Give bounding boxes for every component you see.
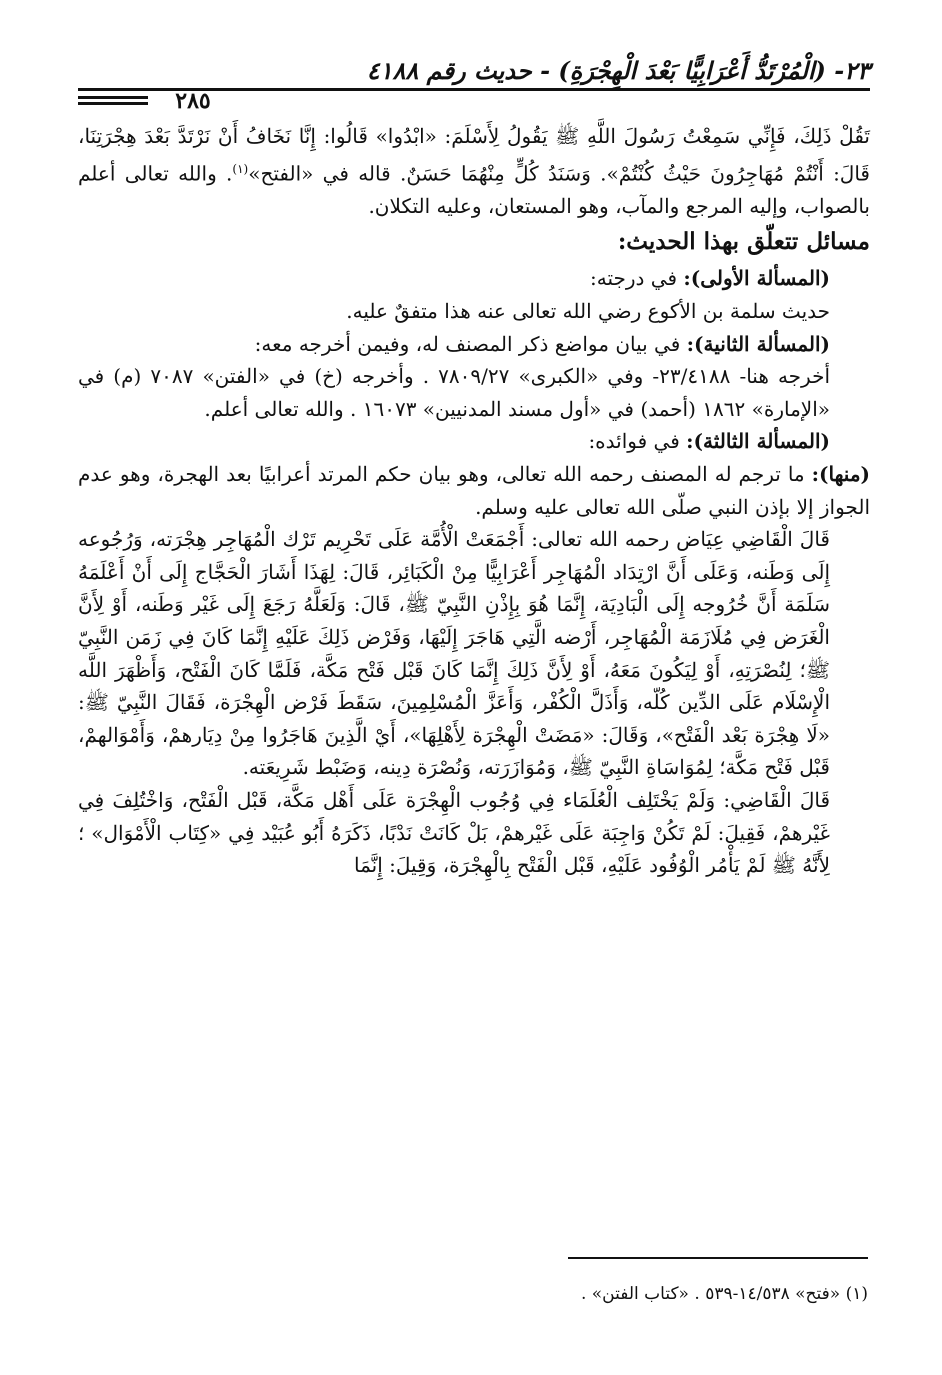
- issue-3-first-benefit: (منها): ما ترجم له المصنف رحمه الله تعالى، وهو بيان حكم المرتد أعرابيًا بعد الهجرة، وهو عدم الجواز إلا بإذن النبي صلّى الله تعالى عليه وسلم.: [78, 462, 870, 519]
- page-number-rule: [78, 96, 148, 105]
- issue-1-body: حديث سلمة بن الأكوع رضي الله تعالى عنه هذا متفقٌ عليه.: [346, 299, 830, 324]
- footnote-rule: [568, 1257, 868, 1259]
- footnote-marker: (١): [232, 161, 249, 176]
- issue-2-body: أخرجه هنا- ٢٣/٤١٨٨- وفي «الكبرى» ٧٨٠٩/٢٧ . وأخرجه (خ) في «الفتن» ٧٠٨٧ (م) في «الإمارة» ١٨٦٢ (أحمد) في «أول مسند المدنيين» ١٦٠٧٣ . والله تعالى أعلم.: [78, 364, 830, 421]
- qadi-iyad-paragraph: قَالَ الْقَاضِي عِيَاض رحمه الله تعالى: أَجْمَعَتْ الْأُمَّة عَلَى تَحْرِيم تَرْك الْمُهَاجِر هِجْرَته، وَرُجُوعه إِلَى وَطَنه، وَعَلَى أَنَّ ارْتِدَاد الْمُهَاجِر أَعْرَابِيًّا مِنْ الْكَبَائِر، قَالَ: لِهَذَا أَشَارَ الْحَجَّاج إِلَى أَنْ أَعْلَمَهُ سَلَمَة أَنَّ خُرُوجه إِلَى الْبَادِيَة، إِنَّمَا هُوَ بِإِذْنِ النَّبِيّ ﷺ، قَالَ: وَلَعَلَّهُ رَجَعَ إِلَى غَيْر وَطَنه، أَوْ لِأَنَّ الْغَرَض فِي مُلَازَمَة الْمُهَاجِر، أَرْضه الَّتِي هَاجَرَ إِلَيْهَا، وَفَرْض ذَلِكَ عَلَيْهِ إِنَّمَا كَانَ فِي زَمَن النَّبِيّ ﷺ؛ لِنُصْرَتِهِ، أَوْ لِيَكُونَ مَعَهُ، أَوْ لِأَنَّ ذَلِكَ إِنَّمَا كَانَ قَبْل فَتْح مَكَّة، فَلَمَّا كَانَ الْفَتْح، وَأَظْهَرَ اللَّه الْإِسْلَام عَلَى الدِّين كُلّه، وَأَذَلَّ الْكُفْر، وَأَعَزَّ الْمُسْلِمِينَ، سَقَطَ فَرْض الْهِجْرَة، فَقَالَ النَّبِيّ ﷺ: «لَا هِجْرَة بَعْد الْفَتْح»، وَقَالَ: «مَضَتْ الْهِجْرَة لِأَهْلِهَا»، أَيْ الَّذِينَ هَاجَرُوا مِنْ دِيَارهمْ، وَأَمْوَالهمْ، قَبْل فَتْح مَكَّة؛ لِمُوَاسَاةِ النَّبِيّ ﷺ، وَمُوَازَرَته، وَنُصْرَة دِينه، وَضَبْط شَرِيعَته.: [78, 527, 830, 780]
- chapter-title: ٢٣- (الْمُرْتَدُّ أَعْرَابِيًّا بَعْدَ الْهِجْرَةِ) - حديث رقم ٤١٨٨: [366, 56, 870, 85]
- footnote: (١) «فتح» ١٤/٥٣٨-٥٣٩ . «كتاب الفتن» .: [580, 1284, 868, 1304]
- section-title: مسائل تتعلّق بهذا الحديث:: [617, 228, 870, 256]
- main-text: [78, 120, 870, 882]
- issue-3-heading: (المسألة الثالثة): في فوائده:: [588, 429, 830, 454]
- issue-2-heading: (المسألة الثانية): في بيان مواضع ذكر المصنف له، وفيمن أخرجه معه:: [254, 331, 830, 356]
- qadi-paragraph-2: قَالَ الْقَاضِي: وَلَمْ يَخْتَلِف الْعُلَمَاء فِي وُجُوب الْهِجْرَة عَلَى أَهْل مَكَّة، قَبْل الْفَتْح، وَاخْتُلِفَ فِي غَيْرهمْ، فَقِيلَ: لَمْ تَكُنْ وَاجِبَة عَلَى غَيْرهمْ، بَلْ كَانَتْ نَدْبًا، ذَكَرَهُ أَبُو عُبَيْد فِي «كِتَاب الْأَمْوَال» ؛ لِأَنَّهُ ﷺ لَمْ يَأْمُر الْوُفُود عَلَيْهِ، قَبْل الْفَتْح بِالْهِجْرَة، وَقِيلَ: إِنَّمَا: [78, 787, 830, 878]
- page-number: ٢٨٥: [175, 88, 211, 114]
- issue-1-heading: (المسألة الأولى): في درجته:: [590, 266, 830, 291]
- running-header: [80, 56, 870, 86]
- paragraph-hadith-end: تَقُلْ ذَلِكَ، فَإِنِّي سَمِعْتُ رَسُولَ اللَّهِ ﷺ يَقُولُ لِأَسْلَمَ: «ابْدُوا» قَالُوا: إِنَّا نَخَافُ أَنْ نَرْتَدَّ بَعْدَ هِجْرَتِنَا، قَالَ: أَنْتُمْ مُهَاجِرُونَ حَيْثُ كُنْتُمْ». وَسَنَدُ كُلٍّ مِنْهُمَا حَسَنٌ. قاله في «الفتح»$^{(١)}$. والله تعالى أعلم بالصواب، وإليه المرجع والمآب، وهو المستعان، وعليه التكلان.: [78, 124, 870, 218]
